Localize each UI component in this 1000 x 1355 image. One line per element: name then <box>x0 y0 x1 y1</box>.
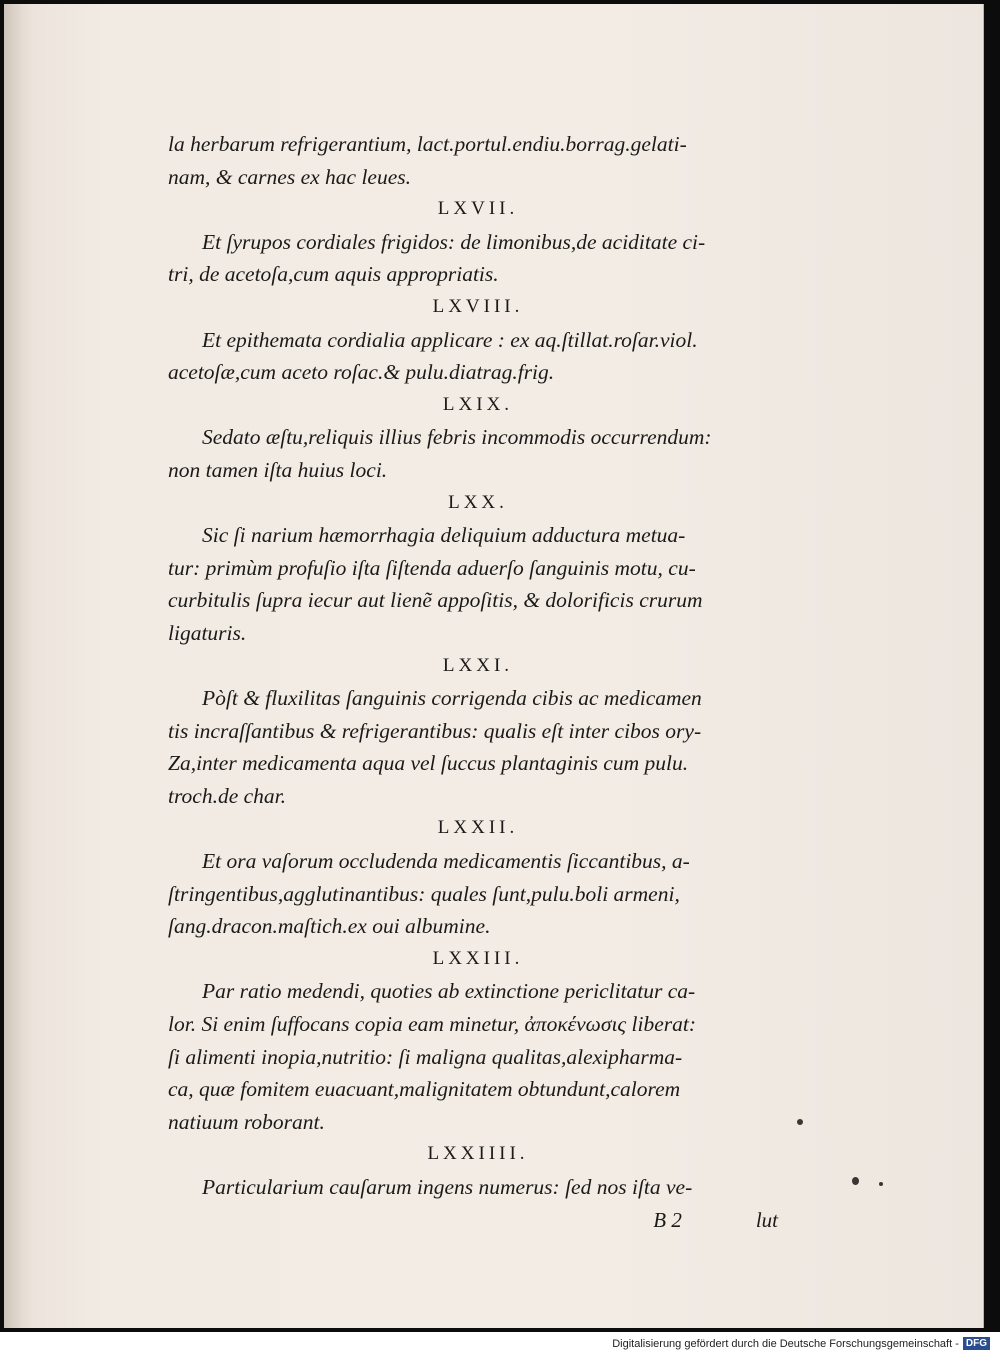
text-line: tis incraſſantibus & refrigerantibus: qualis eſt inter cibos ory- <box>168 718 702 743</box>
text-line: Et ſyrupos cordiales frigidos: de limonibus,de aciditate ci- <box>202 229 706 254</box>
text-line: natiuum roborant. <box>168 1109 325 1134</box>
text-line: nam, & carnes ex hac leues. <box>168 164 411 189</box>
dfg-logo: DFG <box>963 1337 990 1350</box>
section-number: LXXIII. <box>432 947 524 969</box>
text-line: curbitulis ſupra iecur aut lienẽ appoſitis, & dolorificis crurum <box>168 588 703 613</box>
text-line: tri, de acetoſa,cum aquis appropriatis. <box>168 262 499 287</box>
text-line: Za,inter medicamenta aqua vel ſuccus plantaginis cum pulu. <box>168 751 689 776</box>
text-line: acetoſæ,cum aceto roſac.& pulu.diatrag.frig. <box>168 360 555 385</box>
text-line: ca, quæ fomitem euacuant,malignitatem obtundunt,calorem <box>168 1077 681 1102</box>
text-line: Par ratio medendi, quoties ab extinctione periclitatur ca- <box>202 979 696 1004</box>
catch-row <box>168 1204 778 1237</box>
ink-speck <box>797 1119 803 1125</box>
text-line: Et ora vaſorum occludenda medicamentis ſiccantibus, a- <box>202 849 690 874</box>
text-line: Sedato æſtu,reliquis illius febris incommodis occurrendum: <box>202 425 712 450</box>
section-number: LXVII. <box>437 198 519 220</box>
text-line: troch.de char. <box>168 783 287 808</box>
section-number: LXX. <box>448 491 508 513</box>
text-line: ligaturis. <box>168 620 247 645</box>
text-line: ſang.dracon.maſtich.ex oui albumine. <box>168 914 491 939</box>
text-line: non tamen iſta huius loci. <box>168 457 388 482</box>
footer-credit: Digitalisierung gefördert durch die Deutsche Forschungsgemeinschaft - <box>612 1337 959 1350</box>
section-number: LXXI. <box>442 654 514 676</box>
ink-speck <box>852 1177 859 1185</box>
section-number: LXXII. <box>437 817 519 839</box>
page-text <box>168 128 778 1236</box>
text-line: tur: primùm profuſio iſta ſiſtenda aduerſo ſanguinis motu, cu- <box>168 555 696 580</box>
section-number: LXIX. <box>442 393 514 415</box>
section-number: LXXIIII. <box>427 1143 529 1165</box>
digitization-footer <box>0 1332 1000 1355</box>
text-line: Particularium cauſarum ingens numerus: ſed nos iſta ve- <box>202 1175 693 1199</box>
text-line: ſtringentibus,agglutinantibus: quales ſunt,pulu.boli armeni, <box>168 881 680 906</box>
text-line: Sic ſi narium hæmorrhagia deliquium adductura metua- <box>202 523 686 548</box>
section-number: LXVIII. <box>432 295 524 317</box>
text-line: Pòſt & fluxilitas ſanguinis corrigenda cibis ac medicamen <box>202 686 702 711</box>
signature-mark: B 2 <box>653 1207 682 1232</box>
text-line: ſi alimenti inopia,nutritio: ſi maligna qualitas,alexipharma- <box>168 1044 683 1069</box>
text-line: la herbarum refrigerantium, lact.portul.endiu.borrag.gelati- <box>168 132 687 156</box>
text-line: lor. Si enim ſuffocans copia eam minetur, ἀποκένωσις liberat: <box>168 1012 696 1037</box>
text-line: Et epithemata cordialia applicare : ex aq.ſtillat.roſar.viol. <box>202 327 698 352</box>
page-gutter <box>4 4 22 1328</box>
ink-speck <box>879 1182 883 1186</box>
catchword: lut <box>755 1207 778 1232</box>
